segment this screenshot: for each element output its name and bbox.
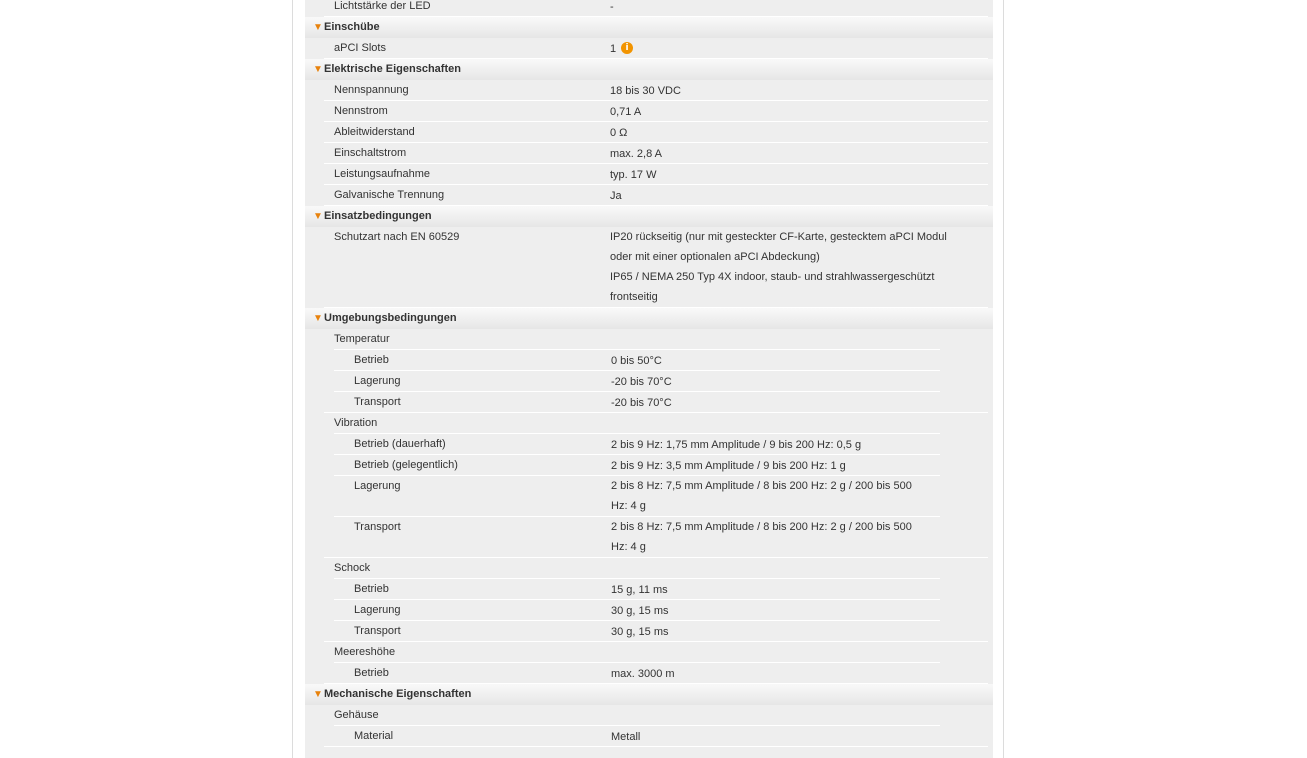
sub-row — [305, 434, 993, 455]
spec-value-line: IP65 / NEMA 250 Typ 4X indoor, staub- und strahlwassergeschützt — [610, 271, 935, 283]
spec-label: Nennstrom — [334, 105, 388, 117]
expand-arrow-icon: ▼ — [313, 313, 323, 324]
spec-label: Lagerung — [354, 480, 401, 492]
spec-label: Material — [354, 730, 394, 742]
spec-row — [305, 38, 993, 59]
spec-label: Galvanische Trennung — [334, 189, 445, 201]
spec-label: Leistungsaufnahme — [334, 168, 431, 180]
group-row — [305, 329, 993, 350]
spec-value: 1 — [610, 43, 617, 55]
spec-row — [305, 122, 993, 143]
spec-label: aPCI Slots — [334, 42, 386, 54]
group-row — [305, 413, 993, 434]
spec-row — [305, 227, 993, 308]
spec-value-line: 2 bis 8 Hz: 7,5 mm Amplitude / 8 bis 200 Hz: 2 g / 200 bis 500 — [611, 480, 912, 492]
spec-label: Lagerung — [354, 604, 401, 616]
sub-row — [305, 600, 993, 621]
spec-value: max. 2,8 A — [610, 148, 662, 160]
info-icon[interactable]: i — [621, 42, 633, 54]
spec-value: 30 g, 15 ms — [611, 605, 669, 617]
sub-row — [305, 371, 993, 392]
expand-arrow-icon: ▼ — [313, 211, 323, 222]
group-row — [305, 705, 993, 726]
spec-value: 0 Ω — [610, 127, 628, 139]
sub-row — [305, 517, 993, 558]
spec-row — [305, 164, 993, 185]
spec-label: Transport — [354, 396, 401, 408]
spec-label: Einschaltstrom — [334, 147, 407, 159]
section-header-elektrische-eigenschaften[interactable] — [305, 59, 993, 80]
spec-row — [305, 80, 993, 101]
spec-row — [305, 185, 993, 206]
spec-label: Betrieb (gelegentlich) — [354, 459, 458, 471]
spec-value: 15 g, 11 ms — [611, 584, 668, 596]
section-title: Umgebungsbedingungen — [324, 312, 457, 324]
spec-value: 2 bis 9 Hz: 1,75 mm Amplitude / 9 bis 200 Hz: 0,5 g — [611, 439, 862, 451]
spec-label: Transport — [354, 625, 401, 637]
spec-value: Ja — [610, 190, 622, 202]
sub-row — [305, 476, 993, 517]
spec-label: Betrieb (dauerhaft) — [354, 438, 446, 450]
section-title: Einschübe — [324, 21, 380, 33]
spec-value: 2 bis 9 Hz: 3,5 mm Amplitude / 9 bis 200 Hz: 1 g — [611, 460, 846, 472]
sub-row — [305, 392, 993, 413]
spec-value: max. 3000 m — [611, 668, 675, 680]
spec-label: Lagerung — [354, 375, 401, 387]
row-divider — [324, 746, 988, 747]
group-label: Vibration — [334, 417, 378, 429]
spec-row — [305, 101, 993, 122]
expand-arrow-icon: ▼ — [313, 22, 323, 33]
spec-value: typ. 17 W — [610, 169, 657, 181]
group-label: Meereshöhe — [334, 646, 396, 658]
spec-label: Schutzart nach EN 60529 — [334, 231, 460, 243]
spec-value-line: oder mit einer optionalen aPCI Abdeckung) — [610, 251, 820, 263]
page-frame — [292, 0, 1004, 758]
sub-row — [305, 455, 993, 476]
section-header-einsch-be[interactable] — [305, 17, 993, 38]
group-label: Temperatur — [334, 333, 390, 345]
spec-row — [305, 143, 993, 164]
spec-label: Transport — [354, 521, 401, 533]
spec-value: - — [610, 1, 614, 13]
expand-arrow-icon: ▼ — [313, 689, 323, 700]
group-row — [305, 642, 993, 663]
group-label: Gehäuse — [334, 709, 379, 721]
spec-value: 0,71 A — [610, 106, 642, 118]
spec-label: Nennspannung — [334, 84, 409, 96]
spec-value-line: Hz: 4 g — [611, 541, 646, 553]
sub-row — [305, 726, 993, 747]
sub-row — [305, 579, 993, 600]
section-title: Mechanische Eigenschaften — [324, 688, 472, 700]
spec-table — [305, 0, 993, 758]
section-title: Elektrische Eigenschaften — [324, 63, 461, 75]
spec-row — [305, 0, 993, 17]
spec-value: -20 bis 70°C — [611, 397, 672, 409]
spec-label: Lichtstärke der LED — [334, 0, 431, 12]
spec-value: 0 bis 50°C — [611, 355, 662, 367]
spec-label: Betrieb — [354, 583, 389, 595]
section-title: Einsatzbedingungen — [324, 210, 432, 222]
spec-value-line: IP20 rückseitig (nur mit gesteckter CF-Karte, gestecktem aPCI Modul — [610, 231, 947, 243]
sub-row — [305, 663, 993, 684]
spec-value: 30 g, 15 ms — [611, 626, 669, 638]
section-header-einsatzbedingungen[interactable] — [305, 206, 993, 227]
spec-label: Ableitwiderstand — [334, 126, 415, 138]
expand-arrow-icon: ▼ — [313, 64, 323, 75]
spec-value: Metall — [611, 731, 641, 743]
spec-label: Betrieb — [354, 354, 389, 366]
group-label: Schock — [334, 562, 371, 574]
spec-label: Betrieb — [354, 667, 389, 679]
spec-value: -20 bis 70°C — [611, 376, 672, 388]
sub-row — [305, 350, 993, 371]
spec-value-line: Hz: 4 g — [611, 500, 646, 512]
section-header-mechanische-eigenschaften[interactable] — [305, 684, 993, 705]
group-row — [305, 558, 993, 579]
spec-value-line: 2 bis 8 Hz: 7,5 mm Amplitude / 8 bis 200 Hz: 2 g / 200 bis 500 — [611, 521, 912, 533]
spec-value-line: frontseitig — [610, 291, 658, 303]
spec-value: 18 bis 30 VDC — [610, 85, 681, 97]
section-header-umgebungsbedingungen[interactable] — [305, 308, 993, 329]
sub-row — [305, 621, 993, 642]
